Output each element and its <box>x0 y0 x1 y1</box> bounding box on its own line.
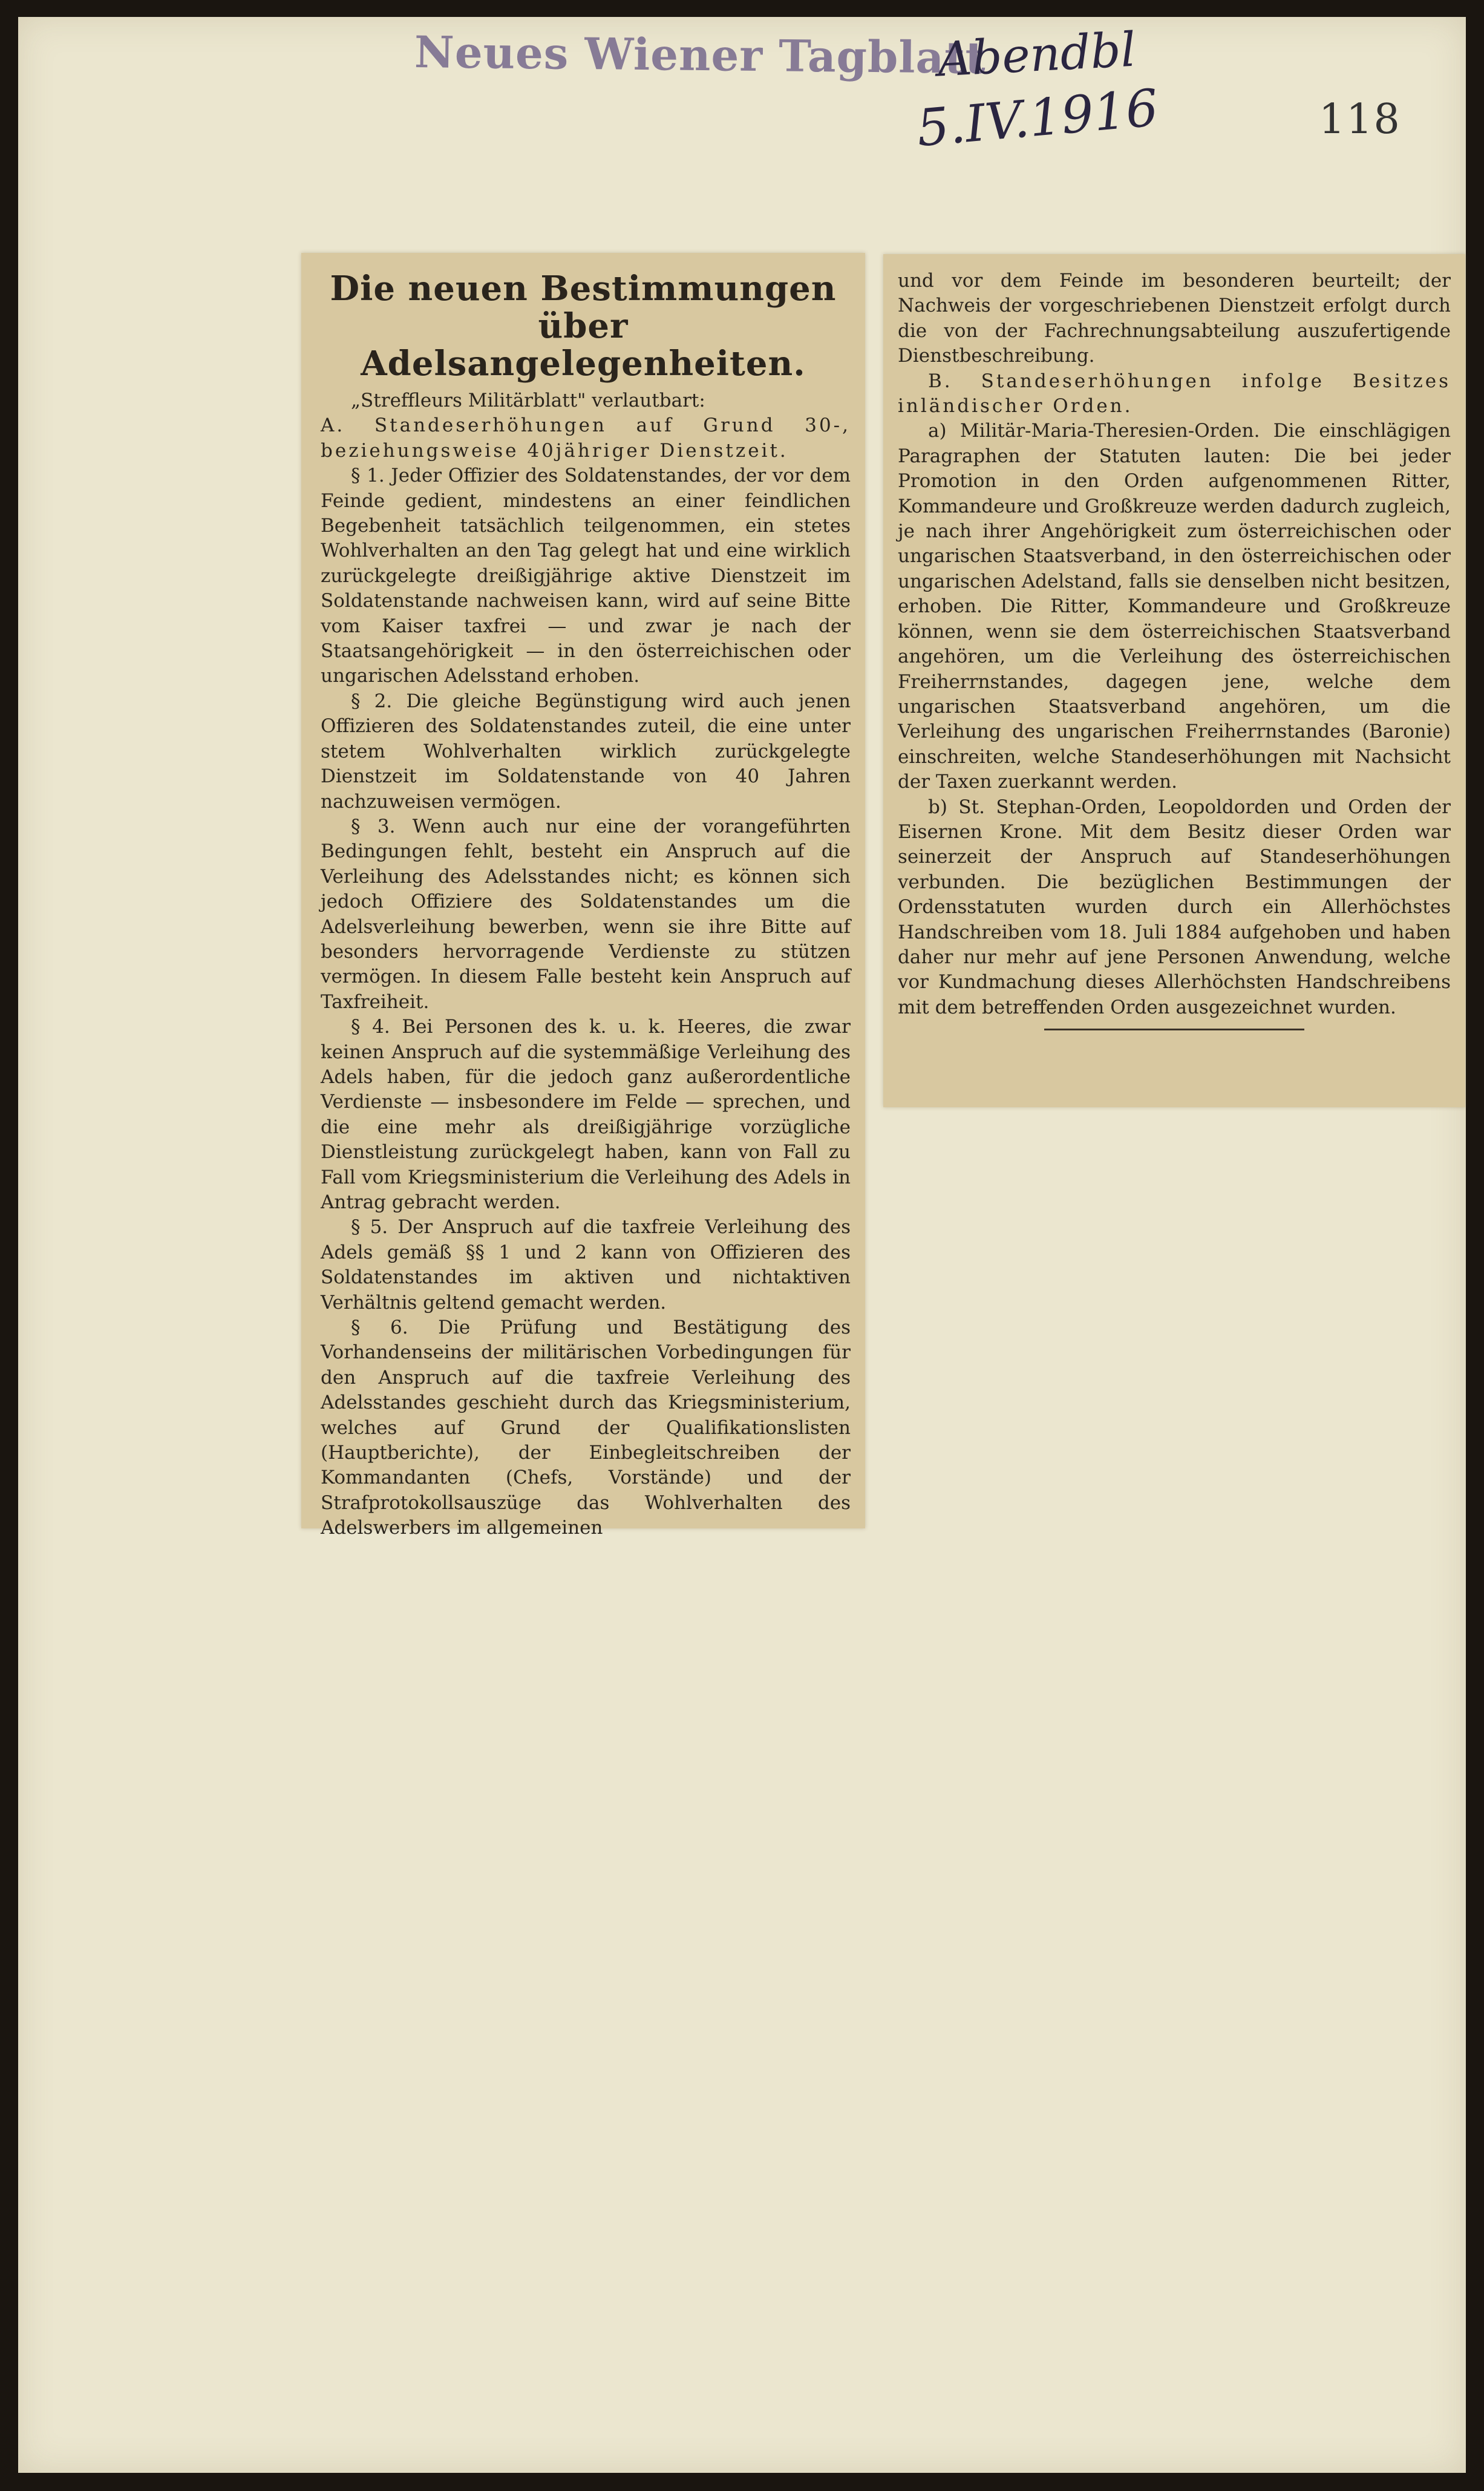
column-2-continuation: und vor dem Feinde im besonderen beurteilt; der Nachweis der vorgeschriebenen Dienstzeit erfolgt durch die von der Fachrechnungsabteilung auszufertigende Dienstbeschreibung. <box>898 270 1451 367</box>
paragraph-2: § 2. Die gleiche Begünstigung wird auch jenen Offizieren des Soldatenstandes zuteil, die eine unter stetem Wohlverhalten wirklich zurückgelegte Dienstzeit im Soldatenstande von 40 Jahren nachzuweisen vermögen. <box>321 690 851 813</box>
paragraph-5: § 5. Der Anspruch auf die taxfreie Verleihung des Adels gemäß §§ 1 und 2 kann von Offizieren des Soldatenstandes im aktiven und nichtaktiven Verhältnis geltend gemacht werden. <box>321 1216 851 1314</box>
article-title <box>301 253 865 382</box>
paragraph-6: § 6. Die Prüfung und Bestätigung des Vorhandenseins der militärischen Vorbedingungen für den Anspruch auf die taxfreie Verleihung des Adelsstandes geschieht durch das Kriegsministerium, welches auf Grund der Qualifikationslisten (Hauptberichte), der Einbegleitschreiben der Kommandanten (Chefs, Vorstände) und der Strafprotokollsauszüge das Wohlverhalten des Adelswerbers im allgemeinen <box>321 1317 851 1539</box>
paragraph-a: a) Militär-Maria-Theresien-Orden. Die einschlägigen Paragraphen der Statuten lauten: Die bei jeder Promotion in den Orden aufgenommenen Ritter, Kommandeure und Großkreuze werden dadurch zugleich, je nach ihrer Angehörigkeit zum österreichischen oder ungarischen Staatsverband, in den österreichischen oder ungarischen Adelstand, falls sie denselben nicht besitzen, erhoben. Die Ritter, Kommandeure und Großkreuze können, wenn sie dem österreichischen Staatsverband angehören, um die Verleihung des österreichischen Freiherrnstandes, dagegen jene, welche dem ungarischen Staatsverband angehören, um die Verleihung des ungarischen Freiherrnstandes (Baronie) einschreiten, welche Standeserhöhungen mit Nachsicht der Taxen zuerkannt werden. <box>898 420 1451 793</box>
page-number: 118 <box>1319 96 1401 143</box>
paragraph-3: § 3. Wenn auch nur eine der vorangeführten Bedingungen fehlt, besteht ein Anspruch auf die Verleihung des Adelsstandes nicht; es können sich jedoch Offiziere des Soldatenstandes um die Adelsverleihung bewerben, wenn sie ihre Bitte auf besonders hervorragende Verdienste zu stützen vermögen. In diesem Falle besteht kein Anspruch auf Taxfreiheit. <box>321 815 851 1013</box>
clipping-column-1 <box>301 253 865 1539</box>
section-b-heading: B. Standeserhöhungen infolge Besitzes inländischer Orden. <box>898 370 1451 417</box>
paragraph-4: § 4. Bei Personen des k. u. k. Heeres, die zwar keinen Anspruch auf die systemmäßige Verleihung des Adels haben, für die jedoch ganz außerordentliche Verdienste — insbesondere im Felde — sprechen, und die eine mehr als dreißigjährige vorzügliche Dienstleistung zurückgelegt haben, kann von Fall zu Fall vom Kriegsministerium die Verleihung des Adels in Antrag gebracht werden. <box>321 1016 851 1213</box>
handwritten-date: 5.IV.1916 <box>914 77 1161 159</box>
end-rule <box>1044 1029 1304 1030</box>
article-source: „Streffleurs Militärblatt" verlautbart: <box>351 390 705 411</box>
article-title-line-2: Adelsangelegenheiten. <box>361 344 806 384</box>
column-2-body <box>883 254 1465 1030</box>
section-a-heading: A. Standeserhöhungen auf Grund 30-, beziehungsweise 40jähriger Dienstzeit. <box>321 414 851 462</box>
clipping-column-2 <box>883 254 1465 1107</box>
paragraph-b: b) St. Stephan-Orden, Leopoldorden und Orden der Eisernen Krone. Mit dem Besitz dieser Orden war seinerzeit der Anspruch auf Standeserhöhungen verbunden. Die bezüglichen Bestimmungen der Ordensstatuten wurden durch ein Allerhöchstes Handschreiben vom 18. Juli 1884 aufgehoben und haben daher nur mehr auf jene Personen Anwendung, welche vor Kundmachung dieses Allerhöchsten Handschreibens mit dem betreffenden Orden ausgezeichnet wurden. <box>898 796 1451 1018</box>
newspaper-stamp: Neues Wiener Tagblatt <box>414 26 987 83</box>
article-title-line-1: Die neuen Bestimmungen über <box>330 269 837 346</box>
archive-sheet <box>18 17 1466 2473</box>
paragraph-1: § 1. Jeder Offizier des Soldatenstandes, der vor dem Feinde gedient, mindestens an einer feindlichen Begebenheit tatsächlich teilgenommen, ein stetes Wohlverhalten an den Tag gelegt hat und eine wirklich zurückgelegte dreißigjährige aktive Dienstzeit im Soldatenstande nachweisen kann, wird auf seine Bitte vom Kaiser taxfrei — und zwar je nach der Staatsangehörigkeit — in den österreichischen oder ungarischen Adelsstand erhoben. <box>321 465 851 687</box>
column-1-body <box>301 382 865 1541</box>
handwritten-edition: Abendbl <box>936 22 1137 88</box>
